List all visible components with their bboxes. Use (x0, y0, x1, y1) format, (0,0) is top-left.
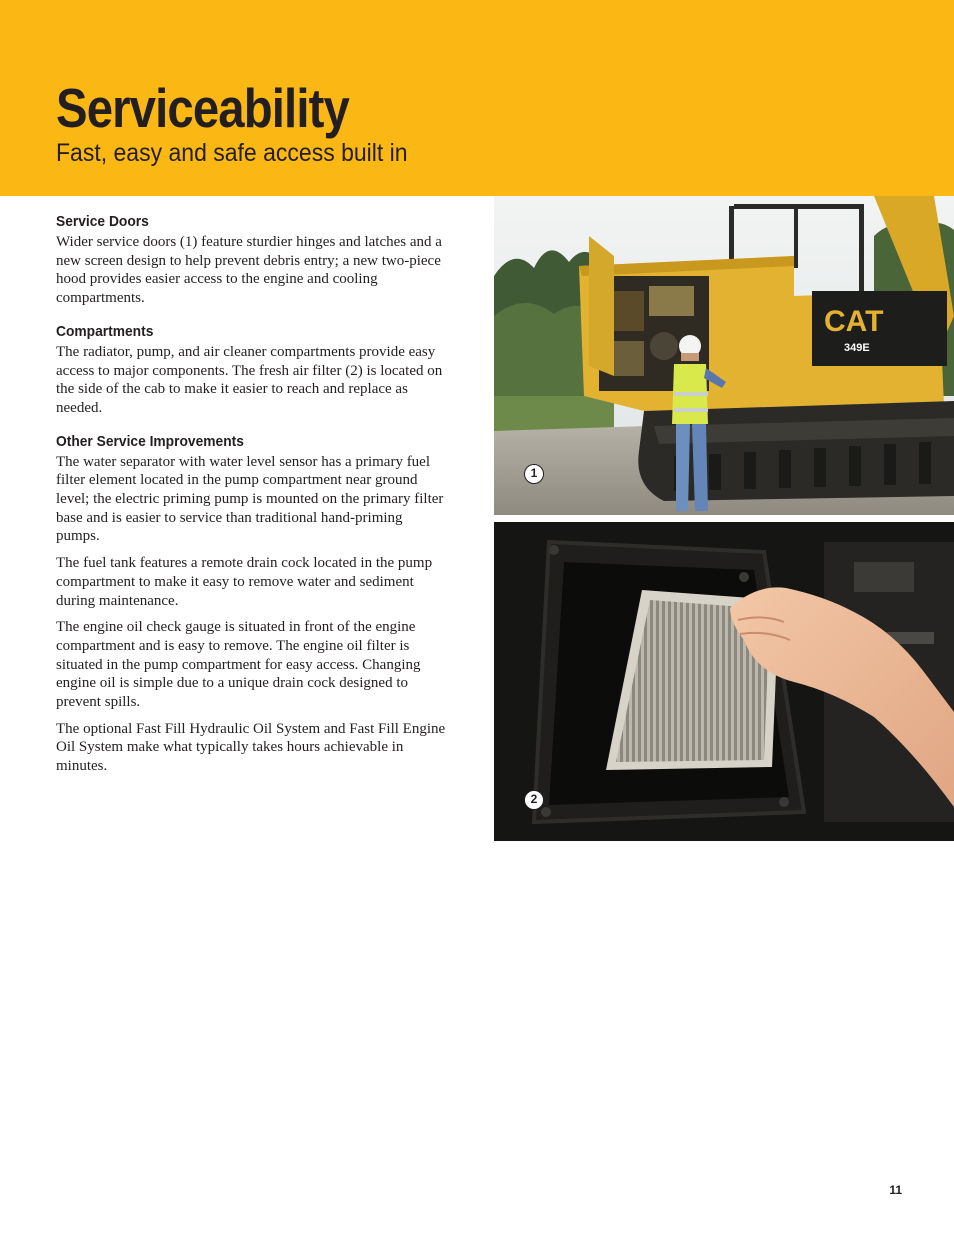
callout-badge-2: 2 (524, 790, 544, 810)
section-heading: Other Service Improvements (56, 432, 244, 450)
section-heading: Service Doors (56, 213, 149, 230)
section-compartments (56, 322, 448, 418)
paragraph: The radiator, pump, and air cleaner compartments provide easy access to major components. The fresh air filter (2) is located on the side of the cab to make it easier to reach and replace as needed. (56, 343, 443, 416)
fresh-air-filter-photo (494, 522, 954, 841)
model-number-text: 349E (844, 342, 870, 354)
paragraph: The fuel tank features a remote drain cock located in the pump compartment to make it easy to remove water and sediment during maintenance. (56, 555, 433, 609)
page-title: Serviceability (56, 77, 349, 139)
paragraph: The optional Fast Fill Hydraulic Oil System and Fast Fill Engine Oil System make what typically takes hours achievable in minutes. (56, 720, 446, 775)
cat-logo-text: CAT (824, 305, 884, 338)
paragraph: Wider service doors (1) feature sturdier hinges and latches and a new screen design to help prevent debris entry; a new two-piece hood provides easier access to the engine and cooling compartments. (56, 234, 442, 307)
section-service-doors (56, 212, 448, 308)
body-text-column (56, 212, 448, 790)
air-filter-illustration (494, 522, 954, 841)
excavator-illustration (494, 196, 954, 515)
section-heading: Compartments (56, 322, 154, 340)
page-subtitle: Fast, easy and safe access built in (56, 139, 408, 167)
page-number: 11 (889, 1183, 902, 1197)
excavator-service-doors-photo (494, 196, 954, 515)
callout-badge-1: 1 (524, 464, 544, 484)
paragraph: The water separator with water level sensor has a primary fuel filter element located in the pump compartment near ground level; the electric priming pump is mounted on the primary filter base and is easier to service than traditional hand-priming pumps. (56, 453, 444, 545)
section-other-service-improvements (56, 432, 448, 776)
paragraph: The engine oil check gauge is situated in front of the engine compartment and is easy to remove. The engine oil filter is situated in the pump compartment for easy access. Changing engine oil is simple due to a unique drain cock designed to prevent spills. (56, 619, 421, 711)
